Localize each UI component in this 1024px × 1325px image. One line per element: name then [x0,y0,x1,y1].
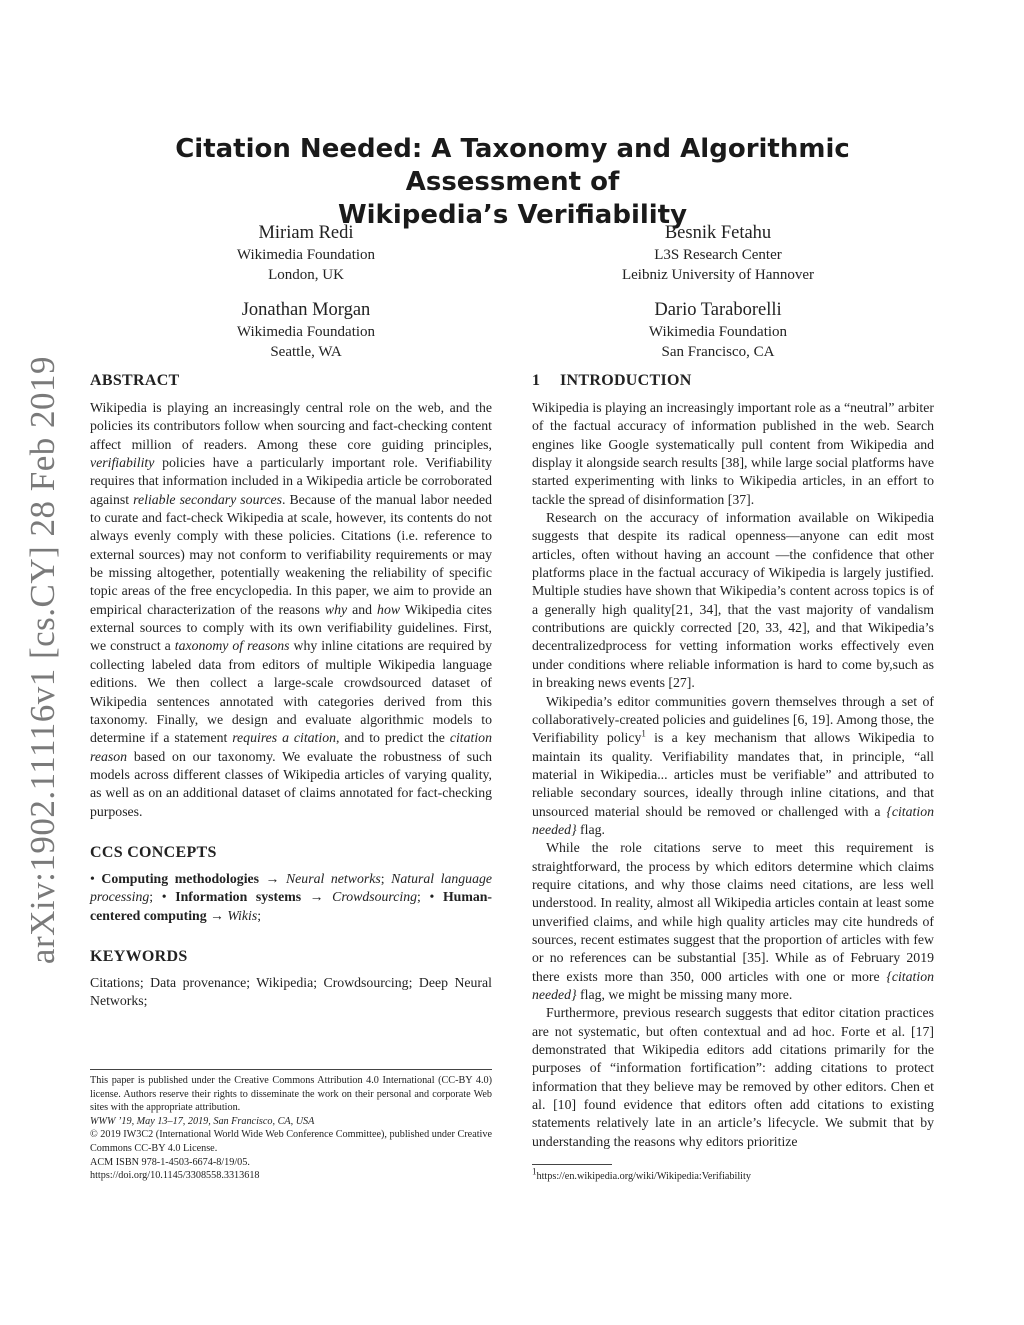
keywords-text: Citations; Data provenance; Wikipedia; Crowdsourcing; Deep Neural Networks; [90,974,492,1009]
author-block [568,298,868,362]
doi-link[interactable]: https://doi.org/10.1145/3308558.3313618 [90,1170,260,1182]
venue-note: WWW ’19, May 13–17, 2019, San Francisco, CA, USA [90,1115,315,1127]
right-column [532,371,934,1151]
author-location: San Francisco, CA [661,344,775,360]
copyright-note: © 2019 IW3C2 (International World Wide Web Conference Committee), published under Creative Commons CC-BY 4.0 License. [90,1129,492,1154]
author-location: London, UK [268,267,344,283]
intro-paragraph: Wikipedia is playing an increasingly important role as a “neutral” arbiter of the factual accuracy of information published in the web. Search engines like Google systematically pull content from Wikipedia and display it alongside search results [38], while large social platforms have started experimenting with links to Wikipedia articles, in an effort to tackle the spread of disinformation [37]. [532,400,934,507]
author-location: Leibniz University of Hannover [621,267,815,283]
author-affiliation: Wikimedia Foundation [236,324,376,340]
footnote-marker[interactable]: 1 [641,728,646,739]
author-name: Miriam Redi [258,223,354,243]
copyright-footnote [90,1074,492,1183]
paper-title [90,133,935,232]
intro-paragraph: Research on the accuracy of information available on Wikipedia suggests that despite its radical openness—anyone can edit most articles, often without having an account —the confidence that other platforms place in the factual accuracy of Wikipedia is largely justified. Multiple studies have shown that Wikipedia’s content across topics is of a generally high quality[21, 34], that the vast majority of vandalism contributions are quickly corrected [20, 33, 42], and that Wikipedia’s decentralizedprocess for vetting information works effectively even under conditions where reliable information is hard to come by,such as in breaking news events [27]. [532,510,934,691]
verifiability-footnote [532,1166,934,1184]
verifiability-url-link[interactable]: https://en.wikipedia.org/wiki/Wikipedia:Verifiability [536,1171,751,1182]
author-block [568,221,868,285]
footnote-rule [532,1164,612,1165]
title-line-2: Wikipedia’s Verifiability [337,200,688,230]
abstract-heading: ABSTRACT [90,372,180,389]
ccs-heading: CCS CONCEPTS [90,843,217,861]
author-name: Dario Taraborelli [654,300,782,320]
intro-paragraph: While the role citations serve to meet this requirement is straightforward, the process by which editors determine which claims require citations, and why those claims need citations, are less well understood. In reality, almost all Wikipedia articles contain at least some unverified claims, and while high quality articles may cite hundreds of sources, recent estimates suggest that the proportion of articles with few or no references can be substantial [35]. While as of February 2019 there exists more than 350, 000 articles with one or more {citation needed} flag, we might be missing many more. [532,840,934,1002]
footnote-rule [90,1069,492,1070]
intro-paragraph: Furthermore, previous research suggests that editor citation practices are not systematic, but often contextual and ad hoc. Forte et al. [17] demonstrated that Wikipedia editors add citations primarily for the purposes of “information fortification”: adding citations to protect information that they believe may be removed by other editors. Chen et al. [10] found evidence that editors often add citations to existing statements relatively late in an article’s lifecycle. We submit that by understanding the reasons why editors prioritize [532,1005,934,1149]
left-column [90,371,492,1011]
arxiv-identifier-stamp: arXiv:1902.11116v1 [cs.CY] 28 Feb 2019 [23,355,62,965]
ccs-concepts-text: • Computing methodologies → Neural networks; Natural language processing; • Information systems → Crowdsourcing; • Human-centered computing → Wikis; [90,870,493,923]
footnote-number: 1 [532,1166,537,1177]
abstract-text: Wikipedia is playing an increasingly central role on the web, and the policies its contributors follow when sourcing and fact-checking content affect million of readers. Among these core guiding principles, verifiability policies have a particularly important role. Verifiability requires that information included in a Wikipedia article be corroborated against reliable secondary sources. Because of the manual labor needed to curate and fact-check Wikipedia at scale, however, its contents do not always evenly comply with these policies. Citations (i.e. reference to external sources) may not conform to verifiability requirements or may be missing altogether, potentially weakening the reliability of specific topic areas of the free encyclopedia. In this paper, we aim to provide an empirical characterization of the reasons why and how Wikipedia cites external sources to comply with its own verifiability guidelines. First, we construct a taxonomy of reasons why inline citations are required by collecting labeled data from editors of multiple Wikipedia language editions. We then collect a large-scale crowdsourced dataset of Wikipedia sentences annotated with categories derived from this taxonomy. Finally, we design and evaluate algorithmic models to determine if a statement requires a citation, and to predict the citation reason based on our taxonomy. We evaluate the robustness of such models across different classes of Wikipedia articles of varying quality, as well as on an additional dataset of claims annotated for fact-checking purposes. [90,400,492,819]
author-location: Seattle, WA [270,344,342,360]
license-note: This paper is published under the Creative Commons Attribution 4.0 International (CC-BY 4.0) license. Authors reserve their rights to disseminate the work on their personal and corporate Web sites with the appropriate attribution. [90,1075,492,1114]
author-block [156,221,456,285]
intro-paragraph: Wikipedia’s editor communities govern themselves through a set of collaboratively-created policies and guidelines [6, 19]. Among those, the Verifiability policy$^1$ is a key mechanism that allows Wikipedia to maintain its quality. Verifiability mandates that, in principle, “all material in Wikipedia... articles must be verifiable” and attributed to reliable secondary sources, ideally through inline citations, and that unsourced material should be removed or challenged with a {citation needed} flag. [532,693,935,837]
author-affiliation: Wikimedia Foundation [236,247,376,263]
author-name: Besnik Fetahu [664,223,772,243]
author-name: Jonathan Morgan [241,300,371,320]
author-affiliation: Wikimedia Foundation [648,324,788,340]
title-line-1: Citation Needed: A Taxonomy and Algorithmic Assessment of [175,134,850,197]
keywords-heading: KEYWORDS [90,947,188,965]
section-number: 1 [532,372,541,389]
author-block [156,298,456,362]
isbn-note: ACM ISBN 978-1-4503-6674-8/19/05. [90,1156,250,1168]
author-affiliation: L3S Research Center [654,247,782,263]
introduction-heading: 1 INTRODUCTION [532,372,692,389]
